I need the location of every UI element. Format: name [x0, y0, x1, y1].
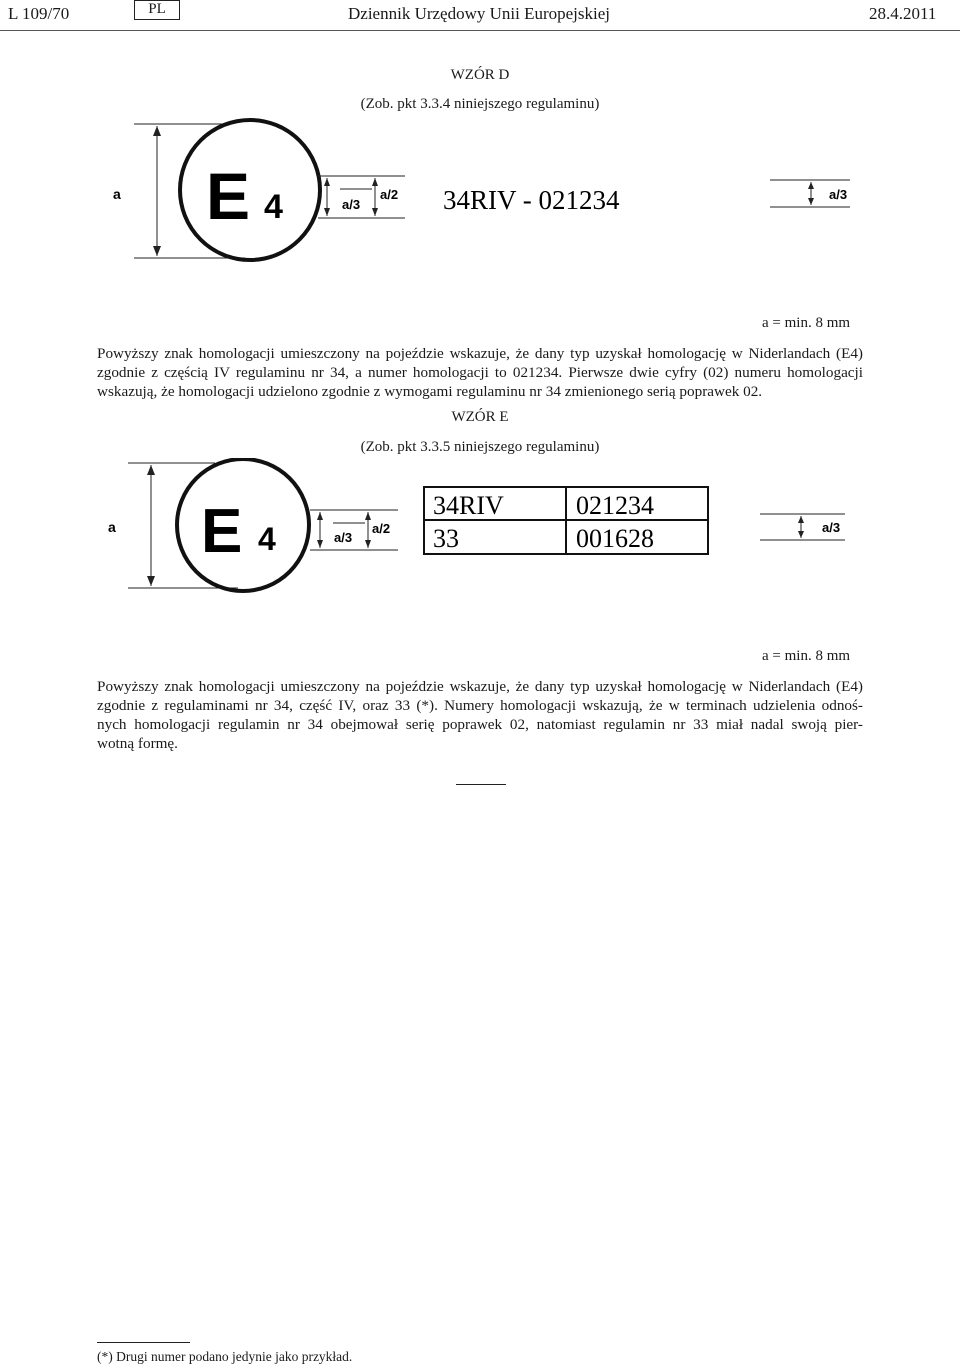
- right-label-a3: a/3: [829, 187, 848, 202]
- dimension-small: [318, 176, 405, 218]
- table-cell: 34RIV: [433, 491, 504, 520]
- label-a2: a/2: [380, 187, 399, 202]
- model-e-description: [97, 677, 863, 753]
- description-line: Powyższy znak homologacji umieszczony na pojeździe wskazuje, że dany typ uzyskał homologację w Niderlandach (E4): [97, 678, 863, 695]
- e-letter: E: [201, 497, 243, 566]
- model-d-description: Powyższy znak homologacji umieszczony na pojeździe wskazuje, że dany typ uzyskał homologację w Niderlandach (E4) zgodnie z częścią IV regulaminu nr 34, a numer homologacji to 021234. Pierwsze dwie cyfry (02) numeru homologacji wskazują, że homologacji udzielono zgodnie z wymogami regulaminu nr 34 zmienionego serią poprawek 02.: [97, 345, 863, 400]
- country-number: 4: [258, 521, 276, 557]
- journal-title: Dziennik Urzędowy Unii Europejskiej: [348, 4, 611, 23]
- table-cell: 001628: [576, 524, 654, 553]
- header-rule: [0, 30, 960, 31]
- end-separator: [456, 784, 506, 785]
- e-mark-circle: [177, 459, 309, 591]
- table-cell: 021234: [576, 491, 654, 520]
- table-cell: 33: [433, 524, 459, 553]
- label-a: a: [113, 186, 121, 202]
- page-reference: L 109/70: [8, 4, 70, 23]
- dimension-small: [310, 510, 398, 550]
- description-line: wotną formę.: [97, 735, 178, 752]
- label-a3: a/3: [334, 530, 353, 545]
- description-line: zgodnie z regulaminami nr 34, część IV, oraz 33 (*). Numery homologacji wskazują, że w terminach udzielenia odnoś-: [97, 697, 863, 714]
- right-dimension-a3: [760, 514, 845, 540]
- model-e-a-min: a = min. 8 mm: [762, 648, 851, 664]
- e-letter: E: [206, 159, 251, 233]
- model-e-subtitle: (Zob. pkt 3.3.5 niniejszego regulaminu): [360, 439, 600, 455]
- footnote: (*) Drugi numer podano jedynie jako przykład.: [97, 1349, 353, 1364]
- model-e-title: WZÓR E: [451, 409, 509, 425]
- model-d-approval-mark: [0, 118, 960, 278]
- right-dimension-a3: [770, 180, 850, 207]
- label-a2: a/2: [372, 521, 391, 536]
- model-e-approval-mark: [0, 458, 960, 603]
- label-a: a: [108, 519, 116, 535]
- approval-number-text: 34RIV - 021234: [443, 185, 620, 215]
- publication-date: 28.4.2011: [869, 4, 937, 23]
- model-d-subtitle: (Zob. pkt 3.3.4 niniejszego regulaminu): [360, 96, 600, 112]
- model-d-title: WZÓR D: [450, 67, 510, 83]
- label-a3: a/3: [342, 197, 361, 212]
- language-badge: PL: [134, 0, 180, 20]
- approval-table: [424, 487, 708, 554]
- country-number: 4: [264, 188, 283, 226]
- description-line: nych homologacji regulamin nr 34 obejmował serię poprawek 02, natomiast regulamin nr 33 miał nadal swoją pier-: [97, 716, 863, 733]
- model-d-a-min: a = min. 8 mm: [762, 315, 851, 331]
- footnote-rule: [97, 1342, 190, 1343]
- right-label-a3: a/3: [822, 520, 841, 535]
